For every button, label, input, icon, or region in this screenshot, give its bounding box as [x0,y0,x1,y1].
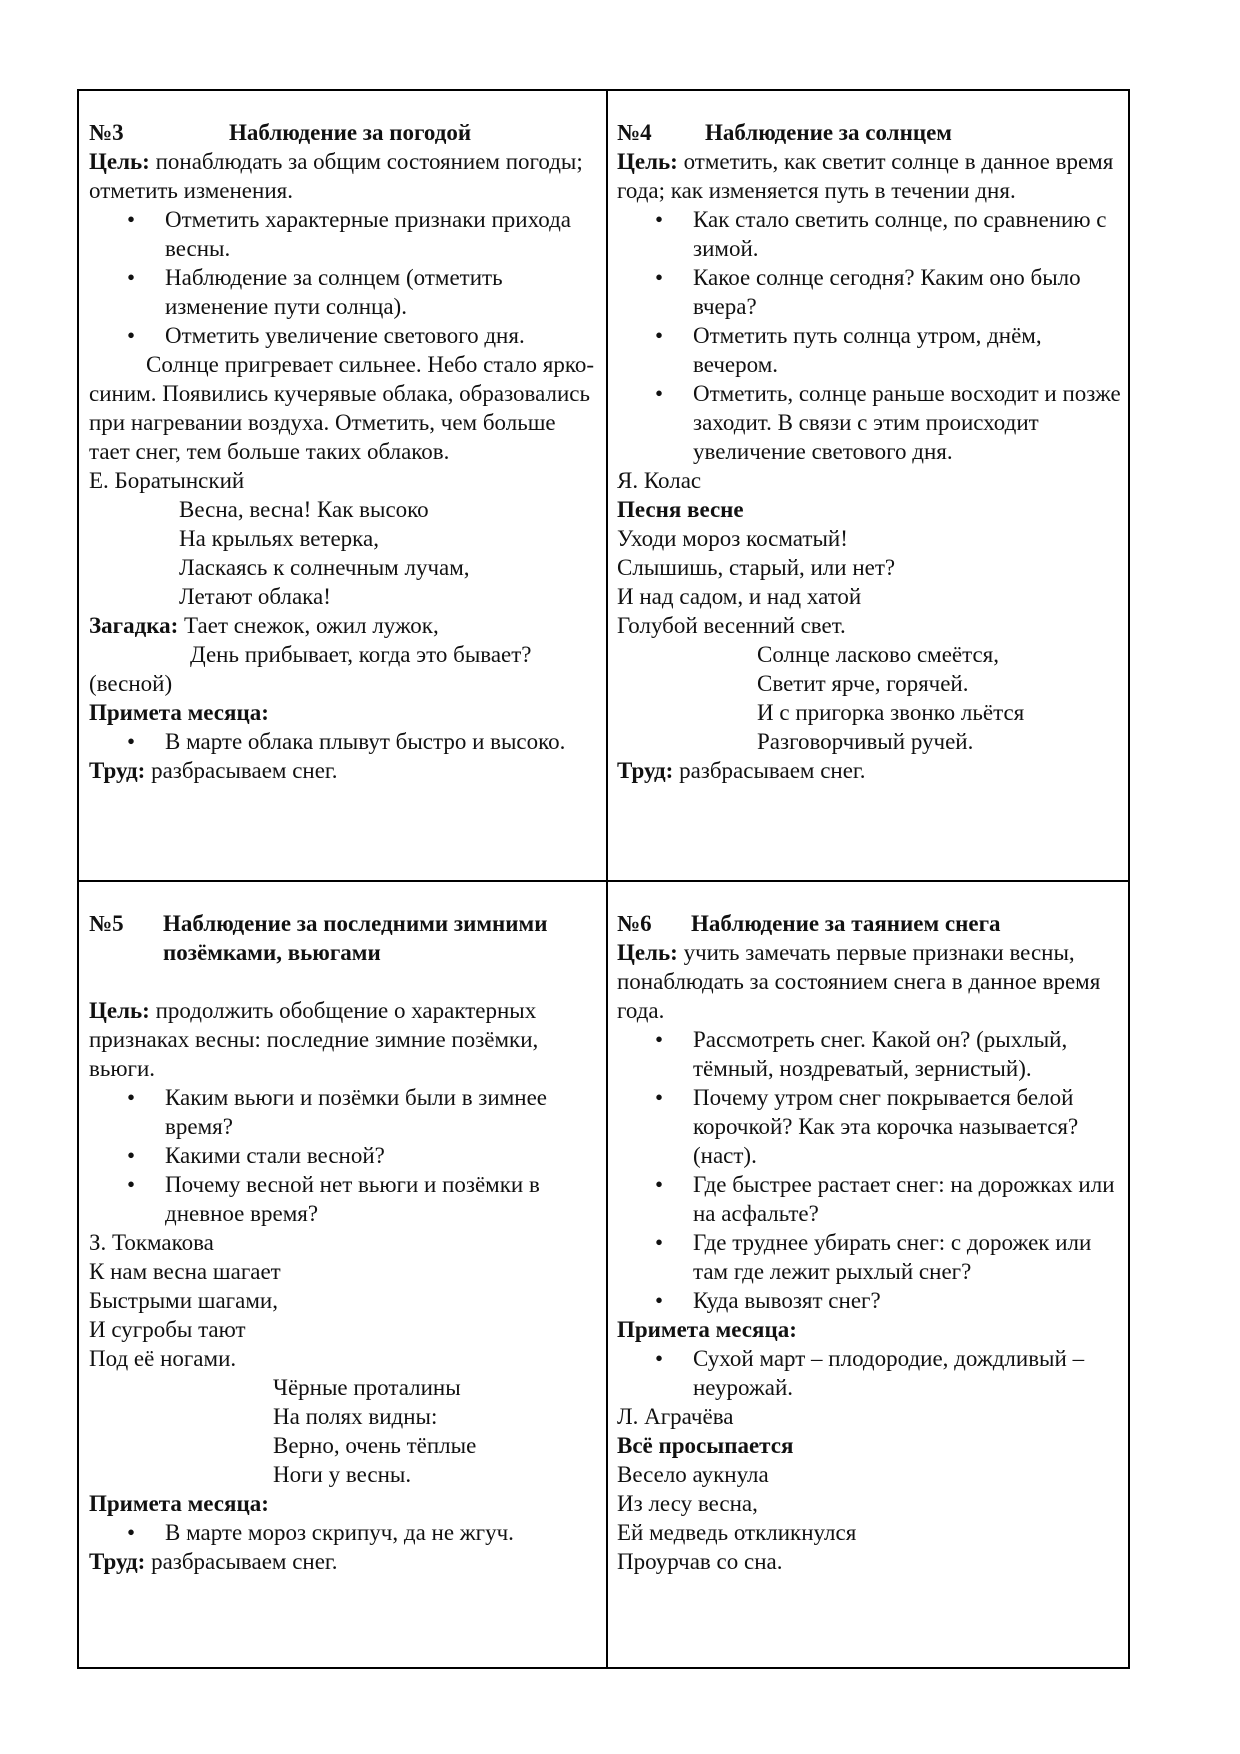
omen-list [89,727,595,756]
spacer [89,967,599,996]
poem-line: Солнце ласково смеётся, [757,642,999,667]
poem-line: Разговорчивый ручей. [757,729,974,754]
poem-line: Чёрные проталины [273,1375,461,1400]
list-item: • Рассмотреть снег. Какой он? (рыхлый, тёмный, ноздреватый, зернистый). [617,1025,1122,1083]
poem-line: На крыльях ветерка, [179,526,379,551]
poem-line: Уходи мороз косматый! [617,526,848,551]
goal-text: отметить, как светит солнце в данное время года; как изменяется путь в течении дня. [617,149,1114,203]
goal-label: Цель: [617,940,678,965]
list-item: • Как стало светить солнце, по сравнению с зимой. [617,205,1122,263]
list-item: • Отметить характерные признаки прихода весны. [89,205,595,263]
cell-observation-6 [617,909,1122,1576]
list-item: • Какое солнце сегодня? Каким оно было вчера? [617,263,1122,321]
work [89,1547,599,1576]
goal [89,147,595,205]
poem-line: Проурчав со сна. [617,1549,783,1574]
work-label: Труд: [617,758,674,783]
omen-list [617,1344,1122,1402]
cell-observation-5 [89,909,599,1576]
table-horizontal-divider [77,880,1130,882]
poem-stanza [89,1373,599,1489]
observation-title: Наблюдение за таянием снега [691,911,1001,936]
poem-line: И с пригорка звонко льётся [757,700,1025,725]
goal-label: Цель: [89,998,150,1023]
omen-label: Примета месяца: [617,1317,797,1342]
list-item: • Сухой март – плодородие, дождливый – неурожай. [617,1344,1122,1402]
cell-title [89,118,595,147]
poem-line: К нам весна шагает [89,1259,281,1284]
question-list [617,1025,1122,1315]
poem-line: Ноги у весны. [273,1462,412,1487]
table-vertical-divider [606,89,608,1669]
observation-title: Наблюдение за погодой [229,120,472,145]
list-item: • Отметить увеличение светового дня. [89,321,595,350]
question-list [89,1083,599,1228]
poem-line: Голубой весенний свет. [617,613,846,638]
work-label: Труд: [89,1549,146,1574]
observation-title: Наблюдение за солнцем [705,120,952,145]
question-list [89,205,595,350]
work-text: разбрасываем снег. [145,1549,338,1574]
cell-observation-4 [617,118,1122,785]
list-item: • Отметить, солнце раньше восходит и позже заходит. В связи с этим происходит увеличение светового дня. [617,379,1122,466]
omen-label: Примета месяца: [89,700,269,725]
goal-label: Цель: [617,149,678,174]
question-list [617,205,1122,466]
list-item: • Где быстрее растает снег: на дорожках или на асфальте? [617,1170,1122,1228]
list-item: • В марте мороз скрипуч, да не жгуч. [89,1518,599,1547]
cell-observation-3 [89,118,595,785]
poem-stanza [617,640,1122,756]
poem-line: Ей медведь откликнулся [617,1520,857,1545]
list-item: • Отметить путь солнца утром, днём, вечером. [617,321,1122,379]
goal [89,996,599,1083]
poem-line: Из лесу весна, [617,1491,758,1516]
poem-line: Под её ногами. [89,1346,237,1371]
poem-author: Е. Боратынский [89,468,245,493]
list-item: • Почему утром снег покрывается белой корочкой? Как эта корочка называется? (наст). [617,1083,1122,1170]
list-item: • Наблюдение за солнцем (отметить изменение пути солнца). [89,263,595,321]
poem-line: И сугробы тают [89,1317,246,1342]
poem-author: З. Токмакова [89,1230,214,1255]
poem [89,495,595,611]
goal-text: продолжить обобщение о характерных признаках весны: последние зимние позёмки, вьюги. [89,998,539,1081]
observation-number: №4 [617,120,652,145]
goal [617,147,1122,205]
omen-list [89,1518,599,1547]
observation-number: №5 [89,911,124,936]
goal-text: учить замечать первые признаки весны, понаблюдать за состоянием снега в данное время года. [617,940,1101,1023]
cell-title [617,118,1122,147]
poem-line: Ласкаясь к солнечным лучам, [179,555,470,580]
observation-number: №6 [617,911,652,936]
riddle-line: Тает снежок, ожил лужок, [178,613,439,638]
riddle-answer: (весной) [89,671,173,696]
poem-line: Слышишь, старый, или нет? [617,555,896,580]
work-text: разбрасываем снег. [673,758,866,783]
poem-line: Летают облака! [179,584,331,609]
poem-line: Светит ярче, горячей. [757,671,969,696]
work-text: разбрасываем снег. [145,758,338,783]
riddle [89,611,595,640]
goal-label: Цель: [89,149,150,174]
cell-title [89,909,599,967]
observation-number: №3 [89,120,124,145]
list-item: • Какими стали весной? [89,1141,599,1170]
work-label: Труд: [89,758,146,783]
riddle-line: День прибывает, когда это бывает? [190,642,532,667]
poem-line: Весна, весна! Как высоко [179,497,429,522]
work [89,756,595,785]
list-item: • Где труднее убирать снег: с дорожек или там где лежит рыхлый снег? [617,1228,1122,1286]
poem-line: На полях видны: [273,1404,438,1429]
poem-line: Весело аукнула [617,1462,769,1487]
list-item: • Куда вывозят снег? [617,1286,1122,1315]
list-item: • Почему весной нет вьюги и позёмки в дневное время? [89,1170,599,1228]
poem-line: И над садом, и над хатой [617,584,862,609]
poem-author: Я. Колас [617,468,702,493]
poem-line: Быстрыми шагами, [89,1288,278,1313]
riddle-label: Загадка: [89,613,179,638]
description-paragraph: Солнце пригревает сильнее. Небо стало ярко-синим. Появились кучерявые облака, образовались при нагревании воздуха. Отметить, чем больше тает снег, тем больше таких облаков. [89,352,595,464]
list-item: • Каким вьюги и позёмки были в зимнее время? [89,1083,599,1141]
poem-line: Верно, очень тёплые [273,1433,477,1458]
list-item: • В марте облака плывут быстро и высоко. [89,727,595,756]
poem-title: Всё просыпается [617,1433,794,1458]
poem-author: Л. Аграчёва [617,1404,734,1429]
observation-title: Наблюдение за последними зимними позёмками, вьюгами [163,911,548,965]
goal-text: понаблюдать за общим состоянием погоды; отметить изменения. [89,149,583,203]
work [617,756,1122,785]
omen-label: Примета месяца: [89,1491,269,1516]
goal [617,938,1122,1025]
cell-title [617,909,1122,938]
poem-title: Песня весне [617,497,744,522]
